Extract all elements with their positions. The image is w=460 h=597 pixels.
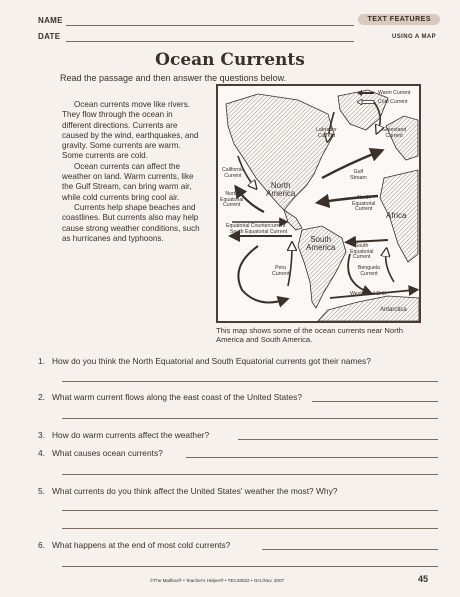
- label-greenland: Greenland Current: [382, 127, 407, 139]
- answer-line-1a[interactable]: [62, 381, 438, 382]
- answer-line-5a[interactable]: [62, 510, 438, 511]
- label-peru: Peru Current: [272, 265, 290, 277]
- question-2-text: What warm current flows along the east coast of the United States?: [52, 392, 302, 402]
- label-north-equatorial-right: North Equatorial Current: [352, 195, 376, 213]
- using-a-map-label: USING A MAP: [392, 34, 436, 40]
- map-illustration: [218, 86, 419, 321]
- answer-line-2a[interactable]: [312, 401, 438, 402]
- question-6-text: What happens at the end of most cold currents?: [52, 540, 231, 550]
- page-number: 45: [417, 574, 428, 584]
- date-line: [66, 41, 354, 42]
- label-benguela: Benguela Current: [358, 265, 380, 277]
- answer-line-3a[interactable]: [238, 439, 438, 440]
- benguela-current-arrow: [386, 252, 394, 282]
- label-south-equatorial-right: South Equatorial Current: [350, 243, 374, 261]
- question-5-text: What currents do you think affect the United States' weather the most? Why?: [52, 486, 338, 496]
- question-3-text: How do warm currents affect the weather?: [52, 430, 210, 440]
- label-california: California Current: [222, 167, 244, 179]
- label-south-equatorial-left: South Equatorial Current: [230, 229, 288, 235]
- ocean-currents-map: [216, 84, 421, 323]
- name-label: NAME: [38, 16, 63, 25]
- instructions: Read the passage and then answer the questions below.: [60, 73, 287, 83]
- label-south-america: South America: [306, 235, 336, 252]
- passage-paragraph-3: Currents help shape beaches and coastlines. But currents also may help cause strong weather conditions, such as hurricanes and typhoons.: [62, 202, 200, 243]
- question-2: 2. What warm current flows along the east coast of the United States?: [38, 392, 302, 402]
- text-features-badge: TEXT FEATURES: [358, 14, 440, 25]
- question-1-text: How do you think the North Equatorial and South Equatorial currents got their names?: [52, 356, 371, 366]
- question-1: 1. How do you think the North Equatorial and South Equatorial currents got their names?: [38, 356, 371, 366]
- answer-line-6a[interactable]: [262, 549, 438, 550]
- south-equatorial-right-arrow: [350, 240, 388, 242]
- map-legend: [357, 90, 415, 108]
- question-6: 6. What happens at the end of most cold currents?: [38, 540, 231, 550]
- question-4-text: What causes ocean currents?: [52, 448, 163, 458]
- cold-arrow-icon: [357, 99, 375, 105]
- legend-cold: [357, 99, 415, 105]
- question-4: 4. What causes ocean currents?: [38, 448, 163, 458]
- legend-warm-label: Warm Current: [378, 90, 411, 96]
- legend-cold-label: Cold Current: [378, 99, 408, 105]
- central-america-landmass: [284, 210, 302, 230]
- label-north-equatorial-left: North Equatorial Current: [220, 191, 244, 209]
- passage-paragraph-1: Ocean currents move like rivers. They flow through the ocean in different directions. Currents are caused by the wind, earthquakes, and gravity. Some currents are warm. Some currents are cold.: [62, 100, 199, 161]
- reading-passage: [62, 100, 202, 244]
- answer-line-4b[interactable]: [62, 474, 438, 475]
- footer-credit: ©The Mailbox® • Teacher's Helper® • TEC48022 • Oct./Nov. 2007: [150, 578, 285, 583]
- label-west-wind-drift: West Wind Drift: [350, 291, 386, 297]
- answer-line-5b[interactable]: [62, 528, 438, 529]
- label-equatorial-countercurrent: Equatorial Countercurrent: [226, 223, 286, 229]
- label-north-america: North America: [266, 181, 296, 198]
- label-antarctica: Antarctica: [380, 307, 407, 313]
- legend-warm: [357, 90, 415, 96]
- label-gulf-stream: Gulf Stream: [350, 169, 367, 181]
- map-caption: This map shows some of the ocean currents near North America and South America.: [216, 326, 403, 344]
- label-labrador: Labrador Current: [316, 127, 337, 139]
- passage-paragraph-2: Ocean currents can affect the weather on land. Warm currents, like the Gulf Stream, can bring warm air, while cold currents bring cool air.: [62, 161, 194, 202]
- answer-line-6b[interactable]: [62, 566, 438, 567]
- page-title: Ocean Currents: [155, 50, 305, 70]
- answer-line-2b[interactable]: [62, 418, 438, 419]
- question-3: 3. How do warm currents affect the weather?: [38, 430, 210, 440]
- name-line: [66, 25, 354, 26]
- label-africa: Africa: [386, 211, 407, 220]
- answer-line-4a[interactable]: [186, 457, 438, 458]
- date-label: DATE: [38, 32, 61, 41]
- warm-arrow-icon: [357, 90, 375, 96]
- question-5: 5. What currents do you think affect the United States' weather the most? Why?: [38, 486, 338, 496]
